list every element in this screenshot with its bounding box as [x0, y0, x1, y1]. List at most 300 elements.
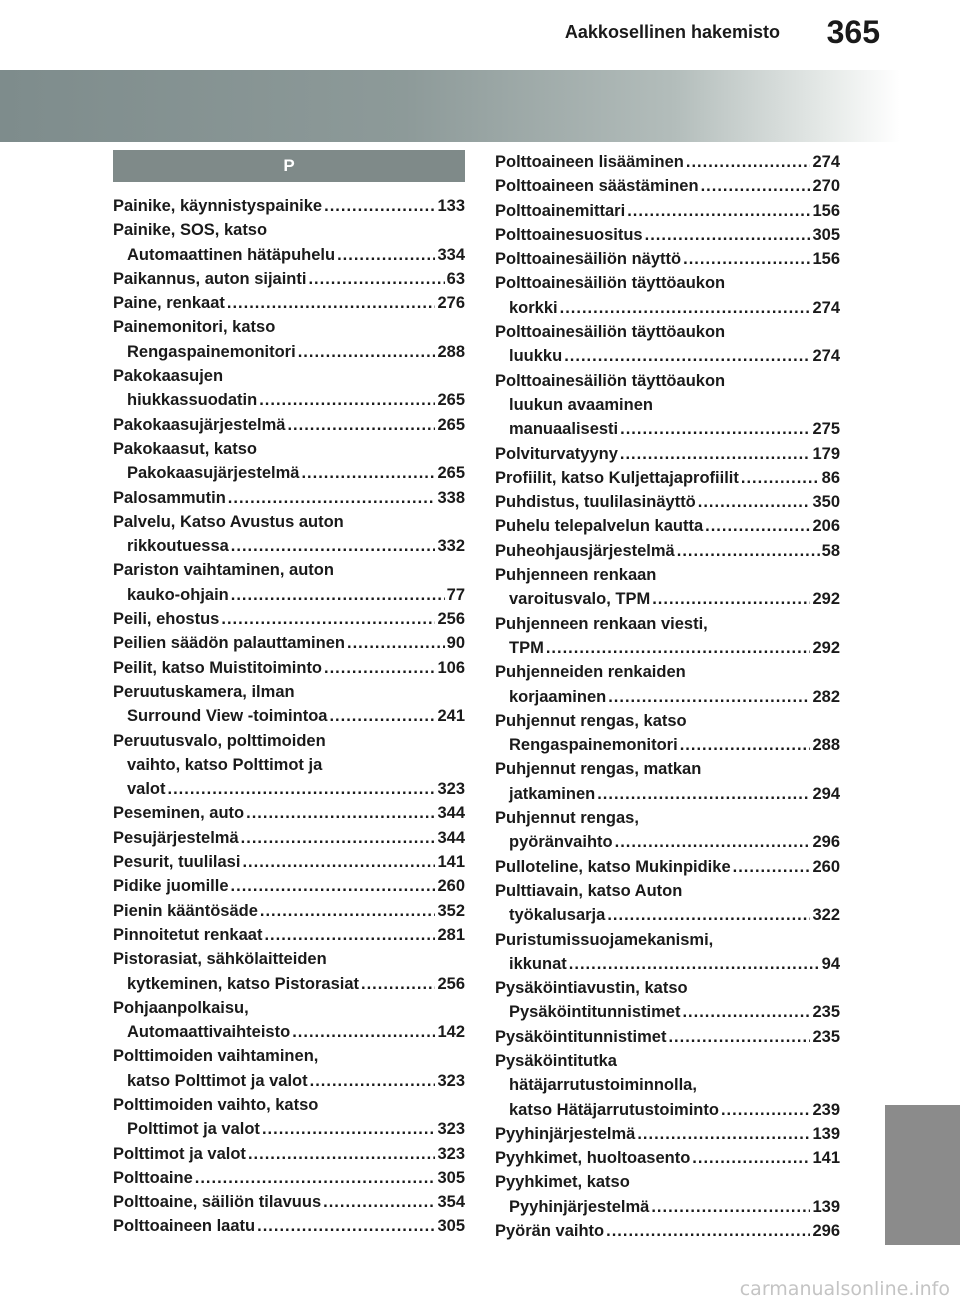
index-entry [495, 928, 840, 977]
index-term: Paine, renkaat [113, 294, 225, 313]
dot-leader [560, 296, 811, 320]
index-term: Pyyhkimet, huoltoasento [495, 1149, 691, 1168]
index-term: Pysäköintitunnistimet [509, 1003, 681, 1022]
index-term: kauko-ohjain [127, 585, 229, 604]
index-list-left [113, 194, 465, 1239]
index-term: hiukkassuodatin [127, 391, 258, 410]
dot-leader [257, 1214, 435, 1238]
index-page-ref: 139 [812, 1124, 840, 1143]
index-page-ref: 256 [437, 974, 465, 993]
index-entry-line [113, 461, 465, 485]
section-letter-bar: P [113, 150, 465, 182]
index-entry-line [495, 344, 840, 368]
dot-leader [637, 1122, 810, 1146]
index-page-ref: 354 [437, 1193, 465, 1212]
index-entry-line [495, 733, 840, 757]
dot-leader [246, 801, 435, 825]
dot-leader [264, 923, 435, 947]
index-entry-line [113, 388, 465, 412]
index-term: Profiilit, katso Kuljettajaprofiilit [495, 468, 739, 487]
index-page-ref: 288 [812, 736, 840, 755]
index-term: Pulttiavain, katso Auton [495, 881, 683, 900]
dot-leader [701, 174, 811, 198]
index-entry [113, 874, 465, 898]
dot-leader [569, 952, 820, 976]
index-entry-line [113, 874, 465, 898]
index-term: Pinnoitetut renkaat [113, 925, 263, 944]
index-page-ref: 63 [446, 269, 465, 288]
dot-leader [337, 243, 435, 267]
index-entry-line [495, 1170, 840, 1194]
dot-leader [259, 388, 435, 412]
index-term: katso Polttimot ja valot [127, 1071, 308, 1090]
dot-leader [597, 782, 810, 806]
index-page-ref: 206 [812, 517, 840, 536]
index-term: ikkunat [509, 954, 567, 973]
index-entry-line [113, 413, 465, 437]
index-entry-line [113, 801, 465, 825]
index-entry-line [113, 996, 465, 1020]
index-term: varoitusvalo, TPM [509, 590, 651, 609]
index-entry [113, 680, 465, 729]
dot-leader [221, 607, 435, 631]
index-entry-line [113, 340, 465, 364]
dot-leader [324, 194, 435, 218]
index-entry-line [113, 291, 465, 315]
dot-leader [608, 685, 810, 709]
index-term: Puhjennut rengas, [495, 809, 639, 828]
index-term: Painemonitori, katso [113, 318, 276, 337]
chapter-side-tab [885, 1105, 960, 1245]
index-entry-line [113, 243, 465, 267]
index-term: Polttoainesäiliön täyttöaukon [495, 371, 726, 390]
section-header-title: Aakkosellinen hakemisto [564, 22, 780, 42]
index-entry-line [495, 150, 840, 174]
index-entry [113, 1093, 465, 1142]
index-entry-line [113, 267, 465, 291]
index-entry-line [495, 320, 840, 344]
index-term: Painike, SOS, katso [113, 221, 268, 240]
index-entry-line [495, 442, 840, 466]
index-page-ref: 282 [812, 687, 840, 706]
index-entry-line [113, 1020, 465, 1044]
index-entry-line [113, 826, 465, 850]
index-page-ref: 305 [437, 1168, 465, 1187]
index-entry-line [113, 923, 465, 947]
index-entry [495, 709, 840, 758]
index-entry-line [495, 1073, 840, 1097]
dot-leader [298, 340, 436, 364]
dot-leader [721, 1098, 811, 1122]
index-entry [113, 194, 465, 218]
index-term: Puhelu telepalvelun kautta [495, 517, 704, 536]
index-entry-line [495, 709, 840, 733]
index-entry-line [113, 656, 465, 680]
index-page-ref: 296 [812, 1222, 840, 1241]
index-entry-line [113, 631, 465, 655]
index-entry [113, 801, 465, 825]
index-term: Puhjenneen renkaan viesti, [495, 614, 708, 633]
index-entry [495, 199, 840, 223]
index-term: rikkoutuessa [127, 537, 229, 556]
index-entry-line [495, 830, 840, 854]
index-page-ref: 323 [437, 780, 465, 799]
index-term: Pyyhinjärjestelmä [495, 1124, 636, 1143]
index-entry [495, 174, 840, 198]
index-entry [495, 369, 840, 442]
index-column-left [113, 150, 465, 1239]
index-entry [113, 899, 465, 923]
index-entry [495, 271, 840, 320]
index-term: hätäjarrutustoiminnolla, [509, 1076, 697, 1095]
dot-leader [686, 150, 811, 174]
index-term: Rengaspainemonitori [509, 736, 678, 755]
index-term: Puhjenneiden renkaiden [495, 663, 686, 682]
index-page-ref: 292 [812, 590, 840, 609]
index-term: valot [127, 780, 166, 799]
index-entry-line [495, 1025, 840, 1049]
index-term: Pariston vaihtaminen, auton [113, 561, 334, 580]
index-entry [113, 315, 465, 364]
dot-leader [683, 247, 810, 271]
index-page-ref: 334 [437, 245, 465, 264]
index-entry [113, 947, 465, 996]
index-entry-line [113, 1214, 465, 1238]
dot-leader [262, 1117, 436, 1141]
index-entry-line [113, 194, 465, 218]
index-entry-line [113, 558, 465, 582]
index-entry-line [495, 417, 840, 441]
index-entry [113, 656, 465, 680]
index-entry [495, 976, 840, 1025]
index-term: Rengaspainemonitori [127, 342, 296, 361]
index-term: vaihto, katso Polttimot ja [127, 755, 323, 774]
index-entry [495, 1146, 840, 1170]
index-entry-line [113, 850, 465, 874]
index-entry-line [495, 806, 840, 830]
dot-leader [564, 344, 810, 368]
index-page-ref: 323 [437, 1144, 465, 1163]
index-entry [495, 514, 840, 538]
index-entry [113, 291, 465, 315]
index-page-ref: 86 [821, 468, 840, 487]
dot-leader [651, 1195, 810, 1219]
index-entry [113, 437, 465, 486]
index-entry-line [495, 1049, 840, 1073]
index-page-ref: 275 [812, 420, 840, 439]
index-entry [495, 1025, 840, 1049]
dot-leader [308, 267, 444, 291]
dot-leader [241, 826, 436, 850]
index-entry-line [495, 587, 840, 611]
index-term: Puhdistus, tuulilasinäyttö [495, 493, 696, 512]
index-entry-line [113, 437, 465, 461]
index-page-ref: 281 [437, 925, 465, 944]
dot-leader [231, 583, 445, 607]
index-entry [495, 466, 840, 490]
index-term: kytkeminen, katso Pistorasiat [127, 974, 360, 993]
index-term: Pysäköintitunnistimet [495, 1027, 667, 1046]
index-page-ref: 323 [437, 1071, 465, 1090]
index-entry [495, 1170, 840, 1219]
index-term: Pesujärjestelmä [113, 828, 239, 847]
index-entry-line [495, 1122, 840, 1146]
index-entry [113, 1190, 465, 1214]
index-page-ref: 90 [446, 634, 465, 653]
dot-leader [627, 199, 810, 223]
index-term: Polttoaineen laatu [113, 1217, 256, 1236]
index-term: Peilit, katso Muistitoiminto [113, 658, 323, 677]
index-term: Polttimoiden vaihto, katso [113, 1095, 319, 1114]
index-page-ref: 323 [437, 1120, 465, 1139]
index-entry [495, 806, 840, 855]
index-entry-line [495, 174, 840, 198]
index-entry-line [495, 466, 840, 490]
dot-leader [606, 1219, 810, 1243]
index-entry [113, 510, 465, 559]
index-page-ref: 94 [821, 954, 840, 973]
index-page-ref: 133 [437, 197, 465, 215]
index-page-ref: 276 [437, 294, 465, 313]
index-page-ref: 338 [437, 488, 465, 507]
index-term: luukun avaaminen [509, 395, 653, 414]
index-page-ref: 77 [446, 585, 465, 604]
index-entry-line [113, 1069, 465, 1093]
index-entry-line [113, 534, 465, 558]
index-term: Palvelu, Katso Avustus auton [113, 512, 344, 531]
dot-leader [347, 631, 445, 655]
index-term: Polttoaineen säästäminen [495, 177, 699, 196]
index-term: Polttoainesäiliön näyttö [495, 250, 682, 269]
index-entry [495, 879, 840, 928]
index-entry [495, 539, 840, 563]
index-term: luukku [509, 347, 563, 366]
dot-leader [680, 733, 811, 757]
index-entry [495, 1049, 840, 1122]
index-entry [113, 413, 465, 437]
index-term: työkalusarja [509, 906, 606, 925]
dot-leader [301, 461, 435, 485]
index-term: katso Hätäjarrutustoiminto [509, 1100, 719, 1119]
index-page-ref: 350 [812, 493, 840, 512]
index-term: Polttoaineen lisääminen [495, 153, 684, 171]
dot-leader [248, 1142, 436, 1166]
index-page-ref: 235 [812, 1003, 840, 1022]
index-term: pyöränvaihto [509, 833, 613, 852]
index-entry-line [113, 1117, 465, 1141]
index-page-ref: 274 [812, 347, 840, 366]
index-entry-line [113, 1190, 465, 1214]
index-term: Pyörän vaihto [495, 1222, 605, 1241]
index-entry-line [113, 607, 465, 631]
dot-leader [361, 972, 435, 996]
index-term: Puhjenneen renkaan [495, 566, 657, 585]
index-entry-line [495, 539, 840, 563]
index-term: Puristumissuojamekanismi, [495, 930, 714, 949]
index-term: Polttoainesuositus [495, 225, 643, 244]
index-term: manuaalisesti [509, 420, 619, 439]
index-term: Pakokaasut, katso [113, 439, 257, 458]
index-entry-line [113, 899, 465, 923]
index-term: Puhjennut rengas, matkan [495, 760, 702, 779]
index-entry-line [495, 855, 840, 879]
index-entry-line [495, 1000, 840, 1024]
index-entry-line [495, 782, 840, 806]
dot-leader [195, 1166, 436, 1190]
page-number: 365 [826, 14, 880, 50]
index-term: Automaattinen hätäpuhelu [127, 245, 336, 264]
watermark: carmanualsonline.info [739, 1278, 950, 1300]
dot-leader [733, 855, 811, 879]
index-entry [113, 218, 465, 267]
dot-leader [682, 1000, 810, 1024]
index-term: Puhjennut rengas, katso [495, 711, 687, 730]
index-entry-line [113, 777, 465, 801]
index-entry [113, 607, 465, 631]
index-term: Pakokaasujärjestelmä [127, 464, 300, 483]
index-entry [495, 442, 840, 466]
index-entry-line [495, 514, 840, 538]
dot-leader [692, 1146, 810, 1170]
index-term: Pidike juomille [113, 877, 229, 896]
index-entry-line [495, 976, 840, 1000]
index-list-right [495, 150, 840, 1243]
index-page-ref: 296 [812, 833, 840, 852]
index-entry-line [113, 1142, 465, 1166]
index-term: Polttoaine, säiliön tilavuus [113, 1193, 322, 1212]
dot-leader [645, 223, 811, 247]
index-entry-line [495, 271, 840, 295]
index-term: Surround View -toimintoa [127, 707, 328, 726]
index-entry-line [495, 199, 840, 223]
index-entry [113, 267, 465, 291]
index-term: korkki [509, 298, 558, 317]
index-entry [113, 486, 465, 510]
index-page-ref: 256 [437, 610, 465, 629]
index-page-ref: 305 [437, 1217, 465, 1236]
index-entry-line [113, 583, 465, 607]
index-term: Peili, ehostus [113, 610, 220, 629]
index-page-ref: 344 [437, 804, 465, 823]
index-entry-line [113, 753, 465, 777]
index-page-ref: 265 [437, 391, 465, 410]
index-entry-line [495, 903, 840, 927]
index-entry [495, 757, 840, 806]
index-entry-line [113, 972, 465, 996]
index-term: Pysäköintiavustin, katso [495, 979, 688, 998]
index-entry [113, 1044, 465, 1093]
index-page-ref: 142 [437, 1023, 465, 1042]
index-page-ref: 156 [812, 250, 840, 269]
index-page-ref: 239 [812, 1100, 840, 1119]
index-page-ref: 274 [812, 153, 840, 171]
dot-leader [620, 442, 811, 466]
index-page-ref: 332 [437, 537, 465, 556]
index-term: Pakokaasujen [113, 367, 224, 386]
index-page-ref: 106 [437, 658, 465, 677]
index-entry [113, 923, 465, 947]
index-page-ref: 141 [437, 853, 465, 872]
index-entry-line [495, 490, 840, 514]
index-entry [113, 364, 465, 413]
index-page-ref: 156 [812, 201, 840, 220]
index-term: jatkaminen [509, 784, 596, 803]
index-entry-line [495, 757, 840, 781]
index-term: Peruutuskamera, ilman [113, 682, 295, 701]
index-entry-line [113, 1044, 465, 1068]
index-term: Palosammutin [113, 488, 226, 507]
dot-leader [231, 534, 436, 558]
index-entry [113, 1166, 465, 1190]
index-entry [495, 612, 840, 661]
index-entry-line [113, 486, 465, 510]
index-term: Pakokaasujärjestelmä [113, 415, 286, 434]
index-entry-line [495, 369, 840, 393]
index-entry [495, 320, 840, 369]
index-entry-line [495, 393, 840, 417]
index-entry [113, 1214, 465, 1238]
index-page-ref: 141 [812, 1149, 840, 1168]
index-entry [495, 563, 840, 612]
index-term: Peruutusvalo, polttimoiden [113, 731, 326, 750]
index-page-ref: 344 [437, 828, 465, 847]
index-page-ref: 260 [812, 857, 840, 876]
index-term: Pulloteline, katso Mukinpidike [495, 857, 731, 876]
header-banner [0, 70, 900, 142]
index-entry-line [495, 247, 840, 271]
index-term: Polttoaine [113, 1168, 193, 1187]
dot-leader [677, 539, 820, 563]
index-entry [495, 855, 840, 879]
index-entry [113, 850, 465, 874]
index-term: Polttoainesäiliön täyttöaukon [495, 274, 726, 293]
index-page-ref: 322 [812, 906, 840, 925]
index-entry [113, 1142, 465, 1166]
index-entry [113, 729, 465, 802]
index-page-ref: 292 [812, 638, 840, 657]
dot-leader [615, 830, 811, 854]
index-entry-line [495, 636, 840, 660]
dot-leader [698, 490, 811, 514]
index-entry-line [113, 364, 465, 388]
index-entry-line [495, 1195, 840, 1219]
index-entry-line [495, 952, 840, 976]
index-entry-line [113, 704, 465, 728]
index-entry-line [113, 218, 465, 242]
index-entry-line [495, 612, 840, 636]
index-term: Pesurit, tuulilasi [113, 853, 241, 872]
dot-leader [228, 486, 436, 510]
index-entry [495, 150, 840, 174]
dot-leader [168, 777, 436, 801]
index-page-ref: 241 [437, 707, 465, 726]
index-term: Peilien säädön palauttaminen [113, 634, 345, 653]
index-entry-line [495, 1098, 840, 1122]
index-entry-line [495, 223, 840, 247]
index-term: Polviturvatyyny [495, 444, 618, 463]
index-entry-line [113, 315, 465, 339]
index-entry-line [113, 1166, 465, 1190]
index-term: Pienin kääntösäde [113, 901, 258, 920]
index-entry-line [113, 1093, 465, 1117]
index-entry-line [113, 947, 465, 971]
index-term: Polttimot ja valot [127, 1120, 260, 1139]
dot-leader [620, 417, 810, 441]
index-page-ref: 179 [812, 444, 840, 463]
dot-leader [741, 466, 820, 490]
index-page-ref: 294 [812, 784, 840, 803]
index-term: Pyyhkimet, katso [495, 1173, 630, 1192]
